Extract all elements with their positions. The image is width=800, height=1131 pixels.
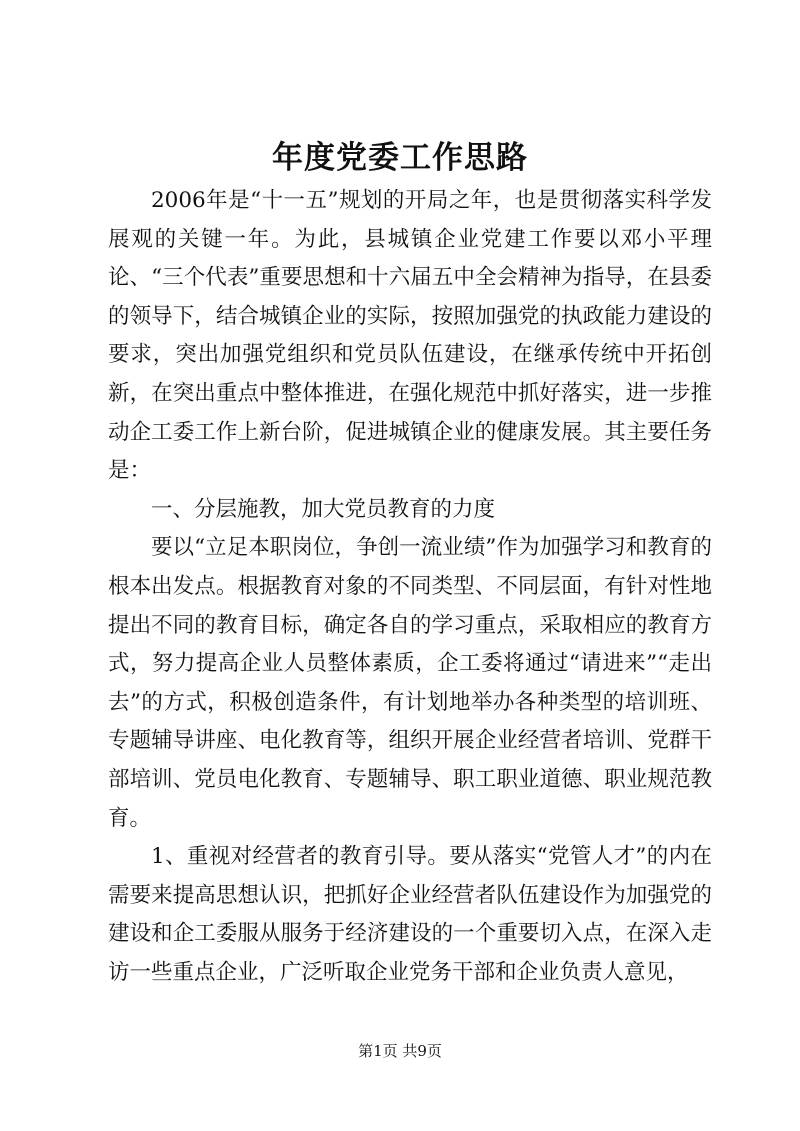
paragraph-item-1: 1、重视对经营者的教育引导。要从落实“党管人才”的内在需要来提高思想认识，把抓好企业经营者队伍建设作为加强党的建设和企工委服从服务于经济建设的一个重要切入点，在深入走访一些重点企业，广泛听取企业党务干部和企业负责人意见， [108,844,712,985]
paragraph-intro: 2006年是“十一五”规划的开局之年，也是贯彻落实科学发展观的关键一年。为此，县城镇企业党建工作要以邓小平理论、“三个代表”重要思想和十六届五中全会精神为指导，在县委的领导下，结合城镇企业的实际，按照加强党的执政能力建设的要求，突出加强党组织和党员队伍建设，在继承传统中开拓创新，在突出重点中整体推进，在强化规范中抓好落实，进一步推动企工委工作上新台阶，促进城镇企业的健康发展。其主要任务是： [108,188,712,484]
paragraph-section-heading: 一、分层施教，加大党员教育的力度 [151,496,496,522]
document-body [108,182,712,992]
document-title: 年度党委工作思路 [272,140,528,176]
paragraph-education: 要以“立足本职岗位，争创一流业绩”作为加强学习和教育的根本出发点。根据教育对象的不同类型、不同层面，有针对性地提出不同的教育目标，确定各自的学习重点，采取相应的教育方式，努力提高企业人员整体素质，企工委将通过“请进来”“走出去”的方式，积极创造条件，有计划地举办各种类型的培训班、专题辅导讲座、电化教育等，组织开展企业经营者培训、党群干部培训、党员电化教育、专题辅导、职工职业道德、职业规范教育。 [108,535,712,831]
page-number-footer: 第1页 共9页 [358,1042,442,1060]
